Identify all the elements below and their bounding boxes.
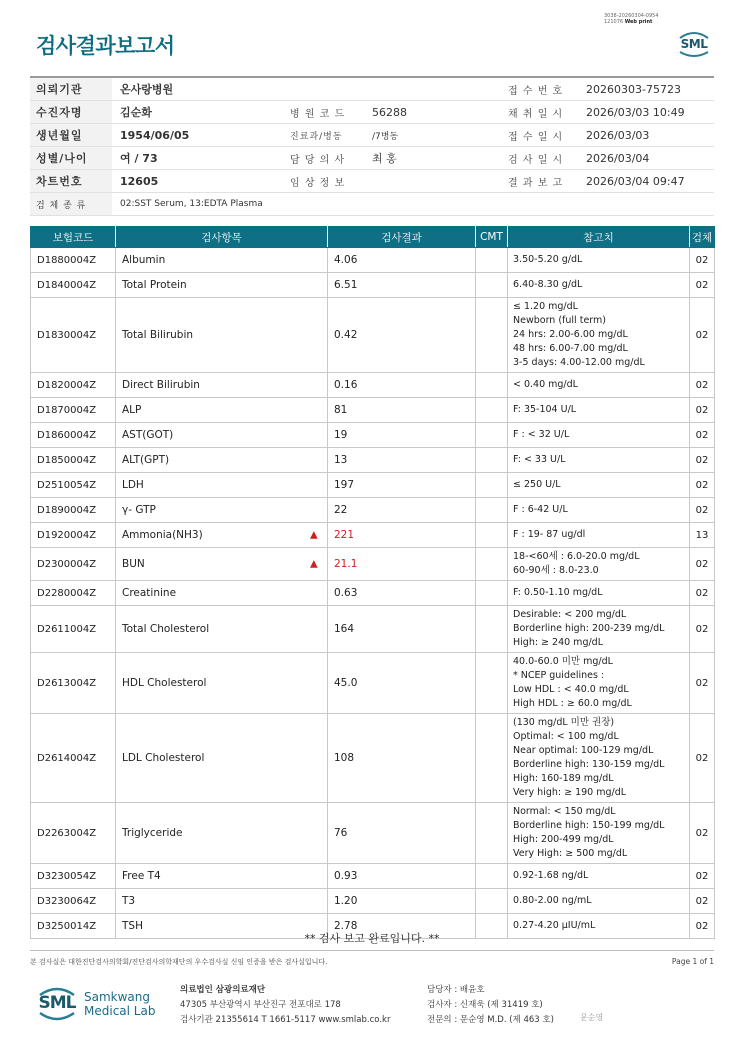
test-item: ALT(GPT) bbox=[116, 448, 328, 473]
test-result bbox=[328, 448, 476, 473]
reference-line: High HDL : ≥ 60.0 mg/dL bbox=[513, 698, 632, 709]
result-value: 0.63 bbox=[334, 587, 358, 599]
reference-line: (130 mg/dL 미만 권장) bbox=[513, 717, 615, 728]
comment-cell bbox=[476, 548, 508, 581]
test-item: Creatinine bbox=[116, 581, 328, 606]
reference-line: 3-5 days: 4.00-12.00 mg/dL bbox=[513, 357, 645, 368]
brand-line1: Samkwang bbox=[84, 990, 150, 1004]
reference-line: Borderline high: 200-239 mg/dL bbox=[513, 623, 665, 634]
test-item: Total Cholesterol bbox=[116, 606, 328, 653]
test-item: Total Protein bbox=[116, 273, 328, 298]
reference-line: F : 6-42 U/L bbox=[513, 504, 568, 515]
insurance-code: D2510054Z bbox=[31, 473, 116, 498]
org-address: 47305 부산광역시 부산진구 전포대로 178 bbox=[180, 1000, 341, 1010]
insurance-code: D1870004Z bbox=[31, 398, 116, 423]
test-item: Free T4 bbox=[116, 864, 328, 889]
results-table bbox=[30, 226, 715, 939]
comment-cell bbox=[476, 298, 508, 373]
info-label: 접 수 일 시 bbox=[500, 124, 578, 147]
sml-logo-text: SML bbox=[680, 37, 708, 51]
info-label: 의뢰기관 bbox=[30, 77, 112, 101]
specimen-code: 02 bbox=[690, 273, 715, 298]
header-cmt: CMT bbox=[476, 227, 508, 248]
table-row bbox=[31, 653, 715, 714]
specimen-code: 02 bbox=[690, 803, 715, 864]
insurance-code: D2613004Z bbox=[31, 653, 116, 714]
specimen-code: 02 bbox=[690, 653, 715, 714]
print-code-line1: 3038-20260304-0954 bbox=[604, 13, 659, 19]
table-row bbox=[31, 248, 715, 273]
reference-line: 18-<60세 : 6.0-20.0 mg/dL bbox=[513, 551, 640, 562]
info-label: 임 상 정 보 bbox=[282, 170, 364, 193]
reference-range bbox=[508, 423, 690, 448]
insurance-code: D1860004Z bbox=[31, 423, 116, 448]
specimen-code: 02 bbox=[690, 248, 715, 273]
test-item: γ- GTP bbox=[116, 498, 328, 523]
test-item: BUN bbox=[116, 548, 328, 581]
reference-line: * NCEP guidelines : bbox=[513, 670, 605, 681]
result-value: 0.16 bbox=[334, 379, 358, 391]
comment-cell bbox=[476, 498, 508, 523]
test-item: Direct Bilirubin bbox=[116, 373, 328, 398]
test-result bbox=[310, 548, 476, 581]
test-item: Total Bilirubin bbox=[116, 298, 328, 373]
insurance-code: D2614004Z bbox=[31, 714, 116, 803]
specimen-code: 02 bbox=[690, 448, 715, 473]
reference-range bbox=[508, 448, 690, 473]
table-row bbox=[31, 714, 715, 803]
reference-line: Newborn (full term) bbox=[513, 315, 606, 326]
test-result bbox=[328, 248, 476, 273]
info-row bbox=[30, 101, 714, 124]
staff-info bbox=[427, 983, 554, 1028]
comment-cell bbox=[476, 889, 508, 914]
comment-cell bbox=[476, 803, 508, 864]
info-value: 온사랑병원 bbox=[112, 77, 500, 101]
info-value: 2026/03/03 bbox=[578, 124, 714, 147]
specimen-code: 02 bbox=[690, 398, 715, 423]
result-value: 22 bbox=[334, 504, 348, 516]
info-row bbox=[30, 77, 714, 101]
specimen-code: 02 bbox=[690, 498, 715, 523]
result-value: 197 bbox=[334, 479, 355, 491]
info-label: 생년월일 bbox=[30, 124, 112, 147]
org-name: 의료법인 삼광의료재단 bbox=[180, 985, 266, 995]
table-row bbox=[31, 498, 715, 523]
table-row bbox=[31, 273, 715, 298]
header-ref: 참고치 bbox=[508, 227, 690, 248]
comment-cell bbox=[476, 523, 508, 548]
sml-logo bbox=[676, 30, 712, 58]
comment-cell bbox=[476, 248, 508, 273]
test-item: ALP bbox=[116, 398, 328, 423]
reference-range bbox=[508, 298, 690, 373]
header-code: 보험코드 bbox=[31, 227, 116, 248]
test-result bbox=[310, 523, 476, 548]
info-row bbox=[30, 124, 714, 147]
specimen-code: 02 bbox=[690, 373, 715, 398]
table-row bbox=[31, 423, 715, 448]
comment-cell bbox=[476, 714, 508, 803]
reference-line: 40.0-60.0 미만 mg/dL bbox=[513, 656, 613, 667]
specimen-code: 02 bbox=[690, 423, 715, 448]
insurance-code: D2280004Z bbox=[31, 581, 116, 606]
result-value: 81 bbox=[334, 404, 348, 416]
comment-cell bbox=[476, 473, 508, 498]
test-result bbox=[328, 606, 476, 653]
table-row bbox=[31, 448, 715, 473]
reference-line: Borderline high: 130-159 mg/dL bbox=[513, 759, 665, 770]
specimen-code: 02 bbox=[690, 298, 715, 373]
insurance-code: D2300004Z bbox=[31, 548, 116, 581]
accreditation-note: 본 검사실은 대한진단검사의학회/진단검사의학재단의 우수검사실 신임 인증을 받은 검사실입니다. bbox=[30, 958, 328, 966]
reference-line: F : < 32 U/L bbox=[513, 429, 570, 440]
patient-info-table bbox=[30, 76, 714, 216]
reference-line: Borderline high: 150-199 mg/dL bbox=[513, 820, 665, 831]
info-value bbox=[364, 170, 500, 193]
reference-range bbox=[508, 398, 690, 423]
specimen-code: 02 bbox=[690, 473, 715, 498]
test-result bbox=[328, 398, 476, 423]
table-row bbox=[31, 803, 715, 864]
reference-range bbox=[508, 373, 690, 398]
reference-line: 24 hrs: 2.00-6.00 mg/dL bbox=[513, 329, 628, 340]
test-item: LDL Cholesterol bbox=[116, 714, 328, 803]
test-item: T3 bbox=[116, 889, 328, 914]
brand-line2: Medical Lab bbox=[84, 1004, 156, 1018]
comment-cell bbox=[476, 653, 508, 714]
reference-line: Desirable: < 200 mg/dL bbox=[513, 609, 627, 620]
reference-line: Low HDL : < 40.0 mg/dL bbox=[513, 684, 629, 695]
reference-line: Very High: ≥ 500 mg/dL bbox=[513, 848, 628, 859]
info-value: 02:SST Serum, 13:EDTA Plasma bbox=[112, 193, 714, 216]
reference-range bbox=[508, 523, 690, 548]
info-label: 진료과/병동 bbox=[282, 124, 364, 147]
reference-range bbox=[508, 248, 690, 273]
result-value: 6.51 bbox=[334, 279, 358, 291]
reference-line: ≤ 1.20 mg/dL bbox=[513, 301, 578, 312]
info-label: 성별/나이 bbox=[30, 147, 112, 170]
test-result bbox=[328, 423, 476, 448]
test-item: LDH bbox=[116, 473, 328, 498]
info-value: /7병동 bbox=[364, 124, 500, 147]
insurance-code: D1880004Z bbox=[31, 248, 116, 273]
info-value: 2026/03/03 10:49 bbox=[578, 101, 714, 124]
table-row bbox=[31, 373, 715, 398]
signature: 문순영 bbox=[580, 1013, 604, 1022]
sml-footer-logo bbox=[36, 983, 78, 1025]
test-result bbox=[328, 803, 476, 864]
reference-line: < 0.40 mg/dL bbox=[513, 379, 578, 390]
test-item: Ammonia(NH3) bbox=[116, 523, 328, 548]
info-value: 여 / 73 bbox=[112, 147, 282, 170]
reference-line: 48 hrs: 6.00-7.00 mg/dL bbox=[513, 343, 628, 354]
reference-line: ≤ 250 U/L bbox=[513, 479, 561, 490]
test-result bbox=[328, 864, 476, 889]
info-value: 1954/06/05 bbox=[112, 124, 282, 147]
table-row bbox=[31, 548, 715, 581]
web-print-label: Web print bbox=[624, 19, 653, 25]
reference-range bbox=[508, 714, 690, 803]
reference-range bbox=[508, 864, 690, 889]
specimen-code: 02 bbox=[690, 914, 715, 939]
test-result bbox=[328, 653, 476, 714]
comment-cell bbox=[476, 423, 508, 448]
comment-cell bbox=[476, 606, 508, 653]
info-value: 12605 bbox=[112, 170, 282, 193]
result-value: 2.78 bbox=[334, 920, 358, 932]
table-row bbox=[31, 864, 715, 889]
print-code bbox=[604, 13, 659, 25]
test-item: HDL Cholesterol bbox=[116, 653, 328, 714]
specimen-code: 02 bbox=[690, 864, 715, 889]
table-row bbox=[31, 889, 715, 914]
insurance-code: D3230054Z bbox=[31, 864, 116, 889]
info-label: 채 취 일 시 bbox=[500, 101, 578, 124]
result-value: 221 bbox=[334, 529, 355, 541]
result-value: 45.0 bbox=[334, 677, 358, 689]
info-label: 결 과 보 고 bbox=[500, 170, 578, 193]
staff-examiner: 검사자 : 신재욱 (제 31419 호) bbox=[427, 1000, 543, 1010]
info-value: 김순화 bbox=[112, 101, 282, 124]
test-item: AST(GOT) bbox=[116, 423, 328, 448]
reference-line: F: < 33 U/L bbox=[513, 454, 566, 465]
reference-line: F: 0.50-1.10 mg/dL bbox=[513, 587, 603, 598]
reference-range bbox=[508, 606, 690, 653]
page-title: 검사결과보고서 bbox=[36, 34, 175, 58]
specimen-code: 13 bbox=[690, 523, 715, 548]
reference-range bbox=[508, 473, 690, 498]
brand-name bbox=[84, 990, 155, 1018]
staff-manager: 담당자 : 배윤호 bbox=[427, 985, 485, 995]
specimen-code: 02 bbox=[690, 889, 715, 914]
test-item: Albumin bbox=[116, 248, 328, 273]
test-result bbox=[328, 581, 476, 606]
result-value: 1.20 bbox=[334, 895, 358, 907]
reference-range bbox=[508, 548, 690, 581]
results-body bbox=[31, 248, 715, 939]
table-row bbox=[31, 523, 715, 548]
reference-line: High: 200-499 mg/dL bbox=[513, 834, 614, 845]
insurance-code: D2611004Z bbox=[31, 606, 116, 653]
insurance-code: D1820004Z bbox=[31, 373, 116, 398]
test-item: Triglyceride bbox=[116, 803, 328, 864]
insurance-code: D3250014Z bbox=[31, 914, 116, 939]
info-label: 검 사 일 시 bbox=[500, 147, 578, 170]
reference-line: 0.80-2.00 ng/mL bbox=[513, 895, 592, 906]
org-contact: 검사기관 21355614 T 1661-5117 www.smlab.co.kr bbox=[180, 1015, 391, 1025]
header-specimen: 검체 bbox=[690, 227, 715, 248]
sml-footer-logo-text: SML bbox=[38, 993, 76, 1013]
insurance-code: D1840004Z bbox=[31, 273, 116, 298]
result-value: 0.93 bbox=[334, 870, 358, 882]
reference-line: 6.40-8.30 g/dL bbox=[513, 279, 583, 290]
result-value: 21.1 bbox=[334, 558, 358, 570]
reference-range bbox=[508, 803, 690, 864]
insurance-code: D2263004Z bbox=[31, 803, 116, 864]
footer-divider bbox=[30, 950, 714, 951]
specimen-code: 02 bbox=[690, 581, 715, 606]
test-result bbox=[328, 889, 476, 914]
result-value: 164 bbox=[334, 623, 355, 635]
high-flag-icon: ▲ bbox=[310, 529, 318, 541]
comment-cell bbox=[476, 864, 508, 889]
insurance-code: D1830004Z bbox=[31, 298, 116, 373]
test-result bbox=[328, 298, 476, 373]
info-label: 담 당 의 사 bbox=[282, 147, 364, 170]
reference-line: Normal: < 150 mg/dL bbox=[513, 806, 616, 817]
reference-line: High: 160-189 mg/dL bbox=[513, 773, 614, 784]
table-row bbox=[31, 581, 715, 606]
test-result bbox=[328, 273, 476, 298]
reference-line: 0.92-1.68 ng/dL bbox=[513, 870, 589, 881]
result-value: 108 bbox=[334, 752, 355, 764]
header-result: 검사결과 bbox=[328, 227, 476, 248]
staff-specialist: 전문의 : 문순영 M.D. (제 463 호) bbox=[427, 1015, 554, 1025]
reference-line: Optimal: < 100 mg/dL bbox=[513, 731, 619, 742]
test-item: TSH bbox=[116, 914, 328, 939]
results-header-row bbox=[31, 227, 715, 248]
specimen-code: 02 bbox=[690, 606, 715, 653]
print-code-line2: 121076 bbox=[604, 19, 624, 25]
reference-line: 3.50-5.20 g/dL bbox=[513, 254, 583, 265]
info-value: 최 홍 bbox=[364, 147, 500, 170]
table-row bbox=[31, 298, 715, 373]
test-result bbox=[328, 714, 476, 803]
reference-line: Very high: ≥ 190 mg/dL bbox=[513, 787, 627, 798]
org-info bbox=[180, 983, 390, 1028]
reference-line: F : 19- 87 ug/dl bbox=[513, 529, 586, 540]
reference-line: 60-90세 : 8.0-23.0 bbox=[513, 565, 599, 576]
insurance-code: D1850004Z bbox=[31, 448, 116, 473]
info-label: 수진자명 bbox=[30, 101, 112, 124]
insurance-code: D3230064Z bbox=[31, 889, 116, 914]
comment-cell bbox=[476, 581, 508, 606]
info-label: 차트번호 bbox=[30, 170, 112, 193]
reference-range bbox=[508, 498, 690, 523]
info-row bbox=[30, 147, 714, 170]
result-value: 0.42 bbox=[334, 329, 358, 341]
table-row bbox=[31, 606, 715, 653]
reference-range bbox=[508, 581, 690, 606]
reference-line: 0.27-4.20 μIU/mL bbox=[513, 920, 596, 931]
table-row bbox=[31, 473, 715, 498]
comment-cell bbox=[476, 398, 508, 423]
reference-range bbox=[508, 273, 690, 298]
insurance-code: D1920004Z bbox=[31, 523, 116, 548]
specimen-code: 02 bbox=[690, 714, 715, 803]
info-value: 2026/03/04 bbox=[578, 147, 714, 170]
table-row bbox=[31, 398, 715, 423]
reference-range bbox=[508, 889, 690, 914]
result-value: 19 bbox=[334, 429, 348, 441]
test-result bbox=[328, 473, 476, 498]
info-row bbox=[30, 193, 714, 216]
result-value: 13 bbox=[334, 454, 348, 466]
page-number: Page 1 of 1 bbox=[671, 957, 714, 966]
info-row bbox=[30, 170, 714, 193]
result-value: 4.06 bbox=[334, 254, 358, 266]
info-value: 56288 bbox=[364, 101, 500, 124]
reference-line: F: 35-104 U/L bbox=[513, 404, 577, 415]
report-complete-text: ** 검사 보고 완료입니다. ** bbox=[304, 932, 440, 945]
info-label: 검 체 종 류 bbox=[30, 193, 112, 216]
reference-line: Near optimal: 100-129 mg/dL bbox=[513, 745, 654, 756]
comment-cell bbox=[476, 373, 508, 398]
info-label: 병 원 코 드 bbox=[282, 101, 364, 124]
reference-range bbox=[508, 653, 690, 714]
comment-cell bbox=[476, 448, 508, 473]
reference-line: High: ≥ 240 mg/dL bbox=[513, 637, 603, 648]
test-result bbox=[328, 373, 476, 398]
info-value: 20260303-75723 bbox=[578, 77, 714, 101]
result-value: 76 bbox=[334, 827, 348, 839]
info-value: 2026/03/04 09:47 bbox=[578, 170, 714, 193]
test-result bbox=[328, 498, 476, 523]
insurance-code: D1890004Z bbox=[31, 498, 116, 523]
comment-cell bbox=[476, 273, 508, 298]
specimen-code: 02 bbox=[690, 548, 715, 581]
info-label: 접 수 번 호 bbox=[500, 77, 578, 101]
high-flag-icon: ▲ bbox=[310, 558, 318, 570]
header-item: 검사항목 bbox=[116, 227, 328, 248]
